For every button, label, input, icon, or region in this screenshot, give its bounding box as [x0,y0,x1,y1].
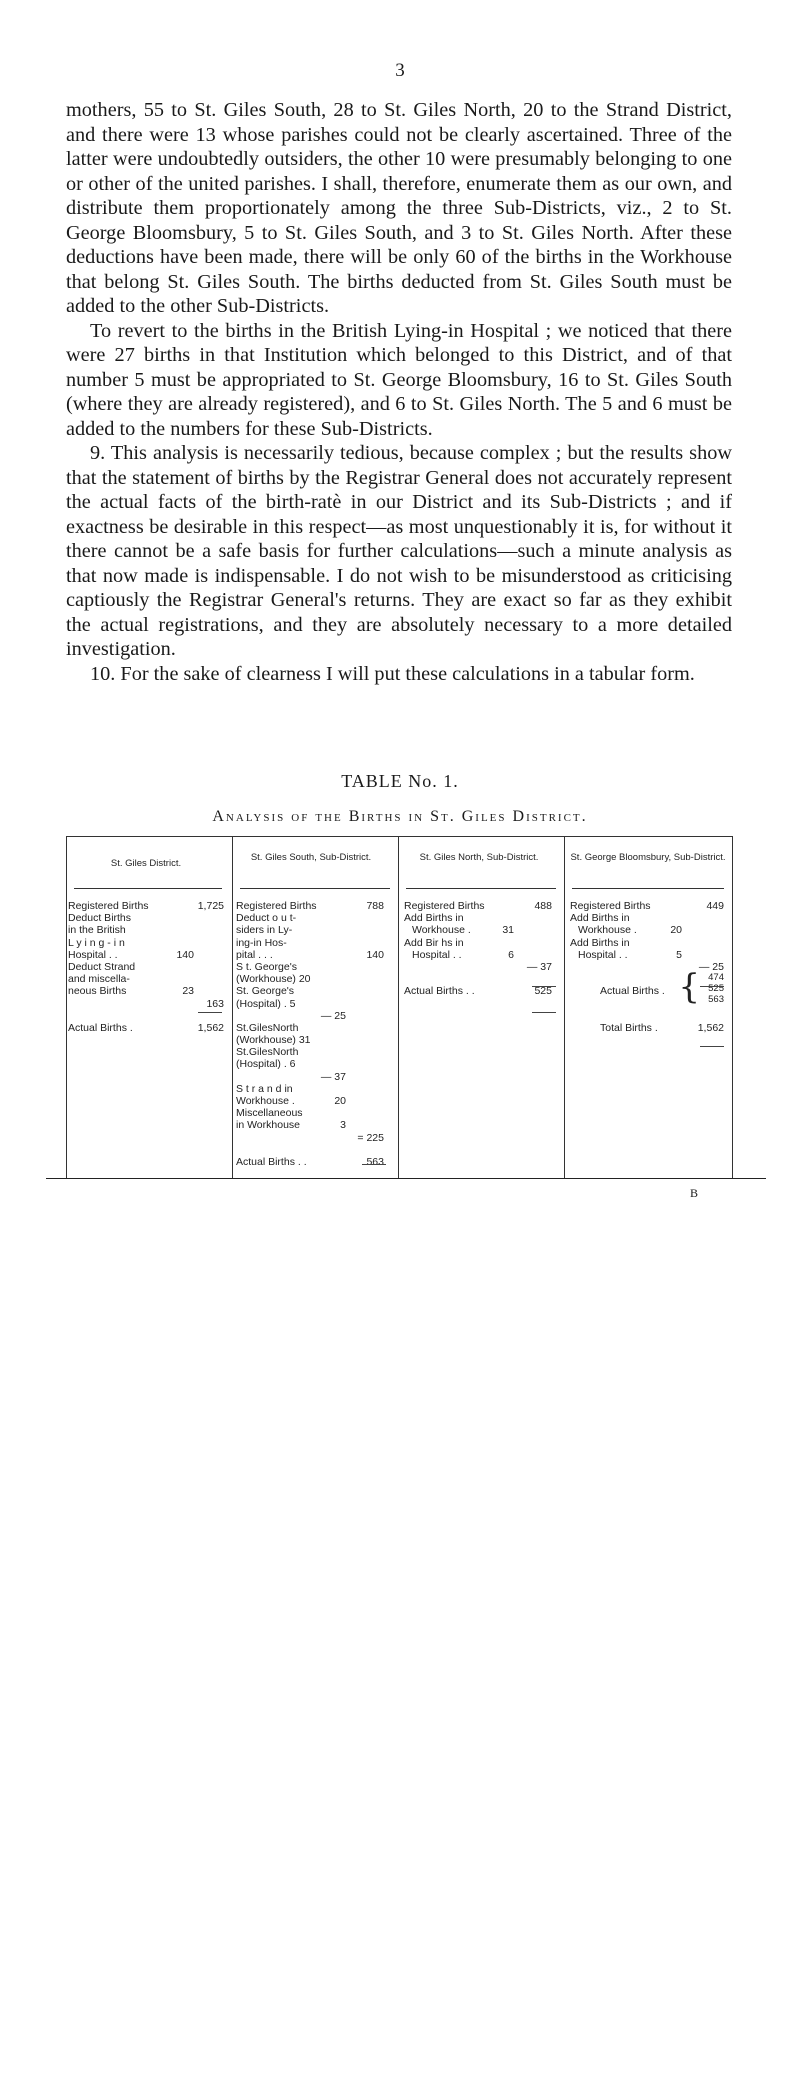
table-row: Add Births in [570,912,630,925]
paragraph-9: 9. This analysis is necessarily tedious, because complex ; but the results show that the statement of births by the Registrar General does not accurately represent the actual facts of the birth-ratè in our District and its Sub-Districts ; and if exactness be desirable in this respect—as most unquestionably it is, for without it there cannot be a safe basis for further calculations—such a minute analysis as that now made is indispensable. I do not wish to be misunderstood as criticising captiously the Registrar General's returns. They are exact so far as they exhibit the actual registrations, and they are absolutely necessary to a more detailed investigation. [66,442,732,660]
sum-rule [700,1046,724,1047]
column-divider [398,836,399,1178]
table-row: Add Bir hs in [404,936,464,949]
paragraph-10: 10. For the sake of clearness I will put these calculations in a tabular form. [90,662,695,685]
table-row: Hospital . . 5 [578,948,682,961]
column-st-giles-north [404,852,554,863]
table-row: Registered Births 788 [236,900,384,912]
table-row [570,973,726,985]
table-top-rule [66,836,732,837]
brace-glyph: { [678,967,700,1007]
table-row: S t. George's [236,960,297,973]
sum-rule [700,986,724,987]
table-row: in the British [68,924,126,937]
header-rule [74,888,222,889]
column-header: St. Giles District. [110,858,182,869]
table-row: Hospital . . 140 [68,948,194,961]
page-number: 3 [395,60,405,81]
table-row: St.GilesNorth [236,1021,299,1034]
table-row: Actual Births . 1,562 [68,1021,224,1034]
column-header: St. Giles South, Sub-District. [250,852,372,863]
table-row: Add Births in [570,936,630,949]
table-row: neous Births 23 [68,985,194,998]
table-row: 163 [206,997,224,1010]
table-row: St. George's [236,985,295,998]
table-row: — 37 [320,1070,346,1083]
table-row [570,998,726,1010]
table-row: Add Births in [404,912,464,925]
actual-births-breakdown: 474 525 563 [708,972,724,1005]
table-row: pital . . . 140 [236,948,384,961]
table-row: Workhouse . 20 [578,924,682,937]
column-body-st-giles-north [404,900,554,998]
table-row: Registered Births 1,725 [68,900,224,912]
table-row: ing-in Hos- [236,936,287,949]
table-row: Deduct Strand [68,960,136,973]
table-row: — 25 [320,1009,346,1022]
column-body-st-giles-south [236,900,386,1168]
births-analysis-table [66,836,732,2076]
table-row: (Hospital) . 5 [236,997,296,1010]
table-row: Actual Births . [600,985,665,998]
table-border-left [66,836,67,1178]
table-row: Deduct Births [68,912,132,925]
table-row [236,1144,386,1156]
table-row: = 225 [357,1131,384,1144]
table-row: — 37 [526,960,552,973]
header-rule [406,888,556,889]
table-row: Hospital . . 6 [412,948,514,961]
table-bottom-rule [46,1178,766,1179]
table-row [570,1010,726,1022]
table-row: (Workhouse) 20 [236,973,311,986]
table-row: Registered Births 488 [404,900,552,912]
table-row: and miscella- [68,973,130,986]
sum-rule [198,1012,222,1013]
body-text [66,98,732,686]
table-row: Workhouse . 31 [412,924,514,937]
table-row: siders in Ly- [236,924,293,937]
table-row: Deduct o u t- [236,912,297,925]
table-row: L y i n g - i n [68,936,125,949]
paragraph-continuation: mothers, 55 to St. Giles South, 28 to St. Giles North, 20 to the Strand District, and there were 13 whose parishes could not be clearly ascertained. Three of the latter were undoubtedly outsiders, the other 10 were presumably belonging to one or other of the united parishes. I shall, therefore, enumerate them as our own, and distribute them proportionately among the three Sub-Districts, viz., 2 to St. George Bloomsbury, 5 to St. Giles South, and 3 to St. Giles North. After these deductions have been made, there will be only 60 of the births in the Workhouse that belong St. Giles South. The births deducted from St. Giles South must be added to the other Sub-Districts. [66,99,732,317]
column-header: St. George Bloomsbury, Sub-District. [570,852,726,863]
column-body-st-giles-district [68,900,224,1034]
table-row: in Workhouse 3 [236,1119,346,1132]
column-divider [564,836,565,1178]
table-row: St.GilesNorth [236,1046,299,1059]
table-row [404,973,554,985]
sum-rule [532,1012,556,1013]
column-st-giles-district [68,858,224,869]
column-st-george-bloomsbury [570,852,726,863]
table-row: Actual Births . . 563 [236,1155,384,1168]
table-row: (Workhouse) 31 [236,1034,311,1047]
header-rule [572,888,724,889]
paragraph-lying-in: To revert to the births in the British Lying-in Hospital ; we noticed that there were 27 births in that Institution which belonged to this District, and of that number 5 must be appropriated to St. George Bloomsbury, 16 to St. Giles South (where they are already registered), and 6 to St. Giles North. The 5 and 6 must be added to the numbers for these Sub-Districts. [66,319,732,440]
table-title: TABLE No. 1. [341,771,459,791]
column-divider [232,836,233,1178]
table-row: Workhouse . 20 [236,1095,346,1107]
table-row: Total Births . 1,562 [600,1021,724,1034]
column-st-giles-south [236,852,386,863]
header-rule [240,888,390,889]
sum-rule [362,1164,386,1165]
table-row: S t r a n d in [236,1082,293,1095]
table-row: (Hospital) . 6 [236,1058,296,1071]
table-row: Registered Births 449 [570,900,724,912]
table-subtitle: Analysis of the Births in St. Giles District. [212,808,588,825]
column-body-st-george-bloomsbury [570,900,726,1034]
table-border-right [732,836,733,1178]
table-row: — 25 [698,960,724,973]
table-row: Miscellaneous [236,1107,303,1120]
column-header: St. Giles North, Sub-District. [419,852,539,863]
table-row: Actual Births . . 525 [404,985,552,998]
signature-mark: B [690,1186,699,1200]
sum-rule [532,986,556,987]
